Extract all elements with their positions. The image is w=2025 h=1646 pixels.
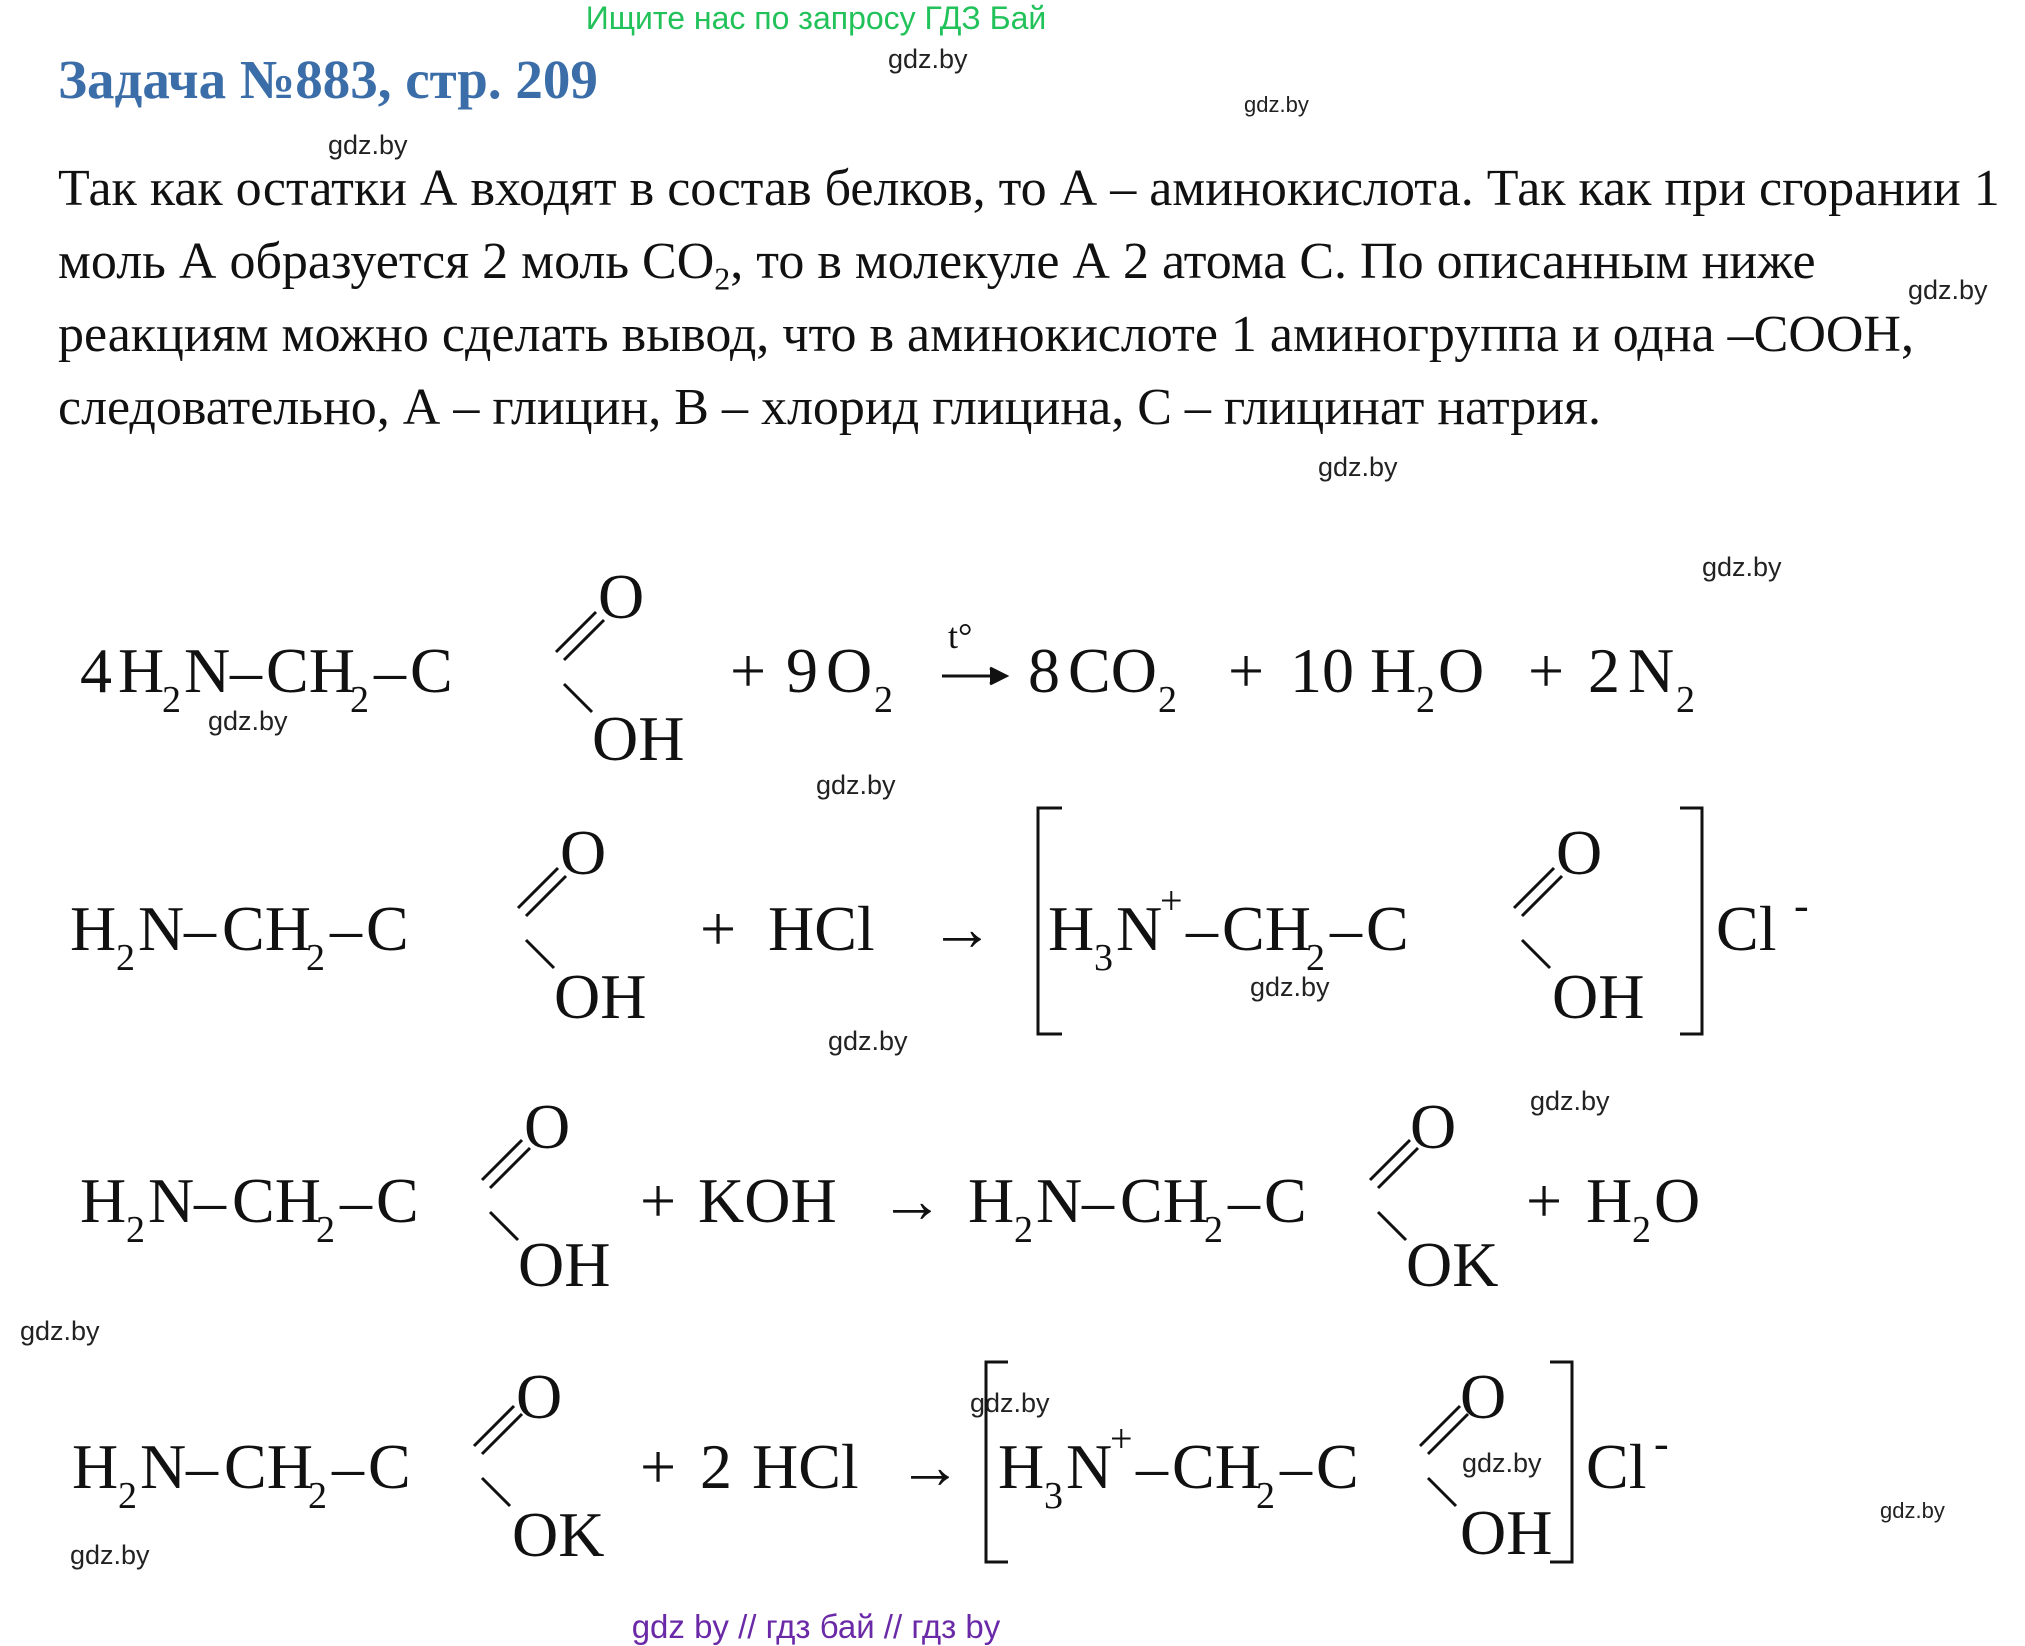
eq4-product-h-subscript: 3 xyxy=(1044,1475,1063,1517)
eq1-co2-coefficient: 8 xyxy=(1028,635,1060,706)
eq2-product-ch: CH xyxy=(1222,893,1311,964)
eq2-bond-1: – xyxy=(184,893,216,964)
eq4-product-ch: CH xyxy=(1172,1431,1261,1502)
search-banner: Ищите нас по запросу ГДЗ Бай xyxy=(585,0,1047,36)
watermark: gdz.by xyxy=(208,706,288,736)
eq2-product-bond-2: – xyxy=(1330,893,1362,964)
eq4-anion-charge: - xyxy=(1654,1419,1669,1468)
watermark: gdz.by xyxy=(1318,452,1398,482)
eq3-hydroxyl: OH xyxy=(518,1229,611,1300)
eq3-product-bond-1: – xyxy=(1082,1165,1114,1236)
eq2-product-h-subscript: 3 xyxy=(1094,937,1113,979)
eq4-carbon: C xyxy=(368,1431,411,1502)
eq3-water-h: H xyxy=(1586,1165,1633,1236)
eq3-product-ch-subscript: 2 xyxy=(1204,1209,1223,1251)
eq4-plus: + xyxy=(640,1431,677,1502)
eq4-reagent: HCl xyxy=(752,1431,859,1502)
eq1-n2-coefficient: 2 xyxy=(1588,635,1620,706)
eq3-water-o: O xyxy=(1654,1165,1701,1236)
eq1-plus-3: + xyxy=(1528,635,1565,706)
eq1-o2-coefficient: 9 xyxy=(786,635,818,706)
watermark: gdz.by xyxy=(888,44,968,74)
watermark: gdz.by xyxy=(970,1388,1050,1418)
eq2-reagent: HCl xyxy=(768,893,875,964)
eq3-product-bond-2: – xyxy=(1228,1165,1260,1236)
watermark: gdz.by xyxy=(1250,972,1330,1002)
eq3-water-subscript: 2 xyxy=(1632,1209,1651,1251)
eq2-product-charge: + xyxy=(1160,878,1183,923)
eq4-arrow: → xyxy=(898,1431,962,1502)
eq4-product-bond-2: – xyxy=(1280,1431,1312,1502)
eq3-product-carbon: C xyxy=(1264,1165,1307,1236)
watermark: gdz.by xyxy=(328,130,408,160)
eq1-coefficient: 4 xyxy=(80,635,112,706)
paragraph-part-2: , то в молекуле А 2 атома С. По описанным ниже реакциям можно сделать вывод, что в аминокислоте 1 аминогруппа и одна –COOH, следовательно, А – глицин, В – хлорид глицина, С – глицинат натрия. xyxy=(58,233,1914,436)
eq3-carbon: C xyxy=(376,1165,419,1236)
eq4-product-h: H xyxy=(998,1431,1045,1502)
eq2-product-h: H xyxy=(1048,893,1095,964)
eq4-ch: CH xyxy=(224,1431,313,1502)
eq3-product-ch: CH xyxy=(1120,1165,1209,1236)
eq1-n2-subscript: 2 xyxy=(1676,679,1695,721)
eq4-oxygen: O xyxy=(516,1361,563,1432)
eq3-bond-1: – xyxy=(194,1165,226,1236)
eq1-h2o-h: H xyxy=(1370,635,1417,706)
eq1-condition: t° xyxy=(948,616,973,656)
eq2-product-bond-1: – xyxy=(1186,893,1218,964)
eq2-product-n: N xyxy=(1116,893,1163,964)
eq3-ch: CH xyxy=(232,1165,321,1236)
eq4-h-subscript: 2 xyxy=(118,1475,137,1517)
page-title: Задача №883, стр. 209 xyxy=(58,49,598,110)
eq2-h: H xyxy=(70,893,117,964)
eq1-h: H xyxy=(118,635,165,706)
eq4-single-bond xyxy=(482,1478,510,1506)
eq1-plus-1: + xyxy=(730,635,767,706)
eq4-h: H xyxy=(72,1431,119,1502)
eq1-carbon: C xyxy=(410,635,453,706)
eq2-plus: + xyxy=(700,893,737,964)
eq2-ch-subscript: 2 xyxy=(306,937,325,979)
eq4-coefficient: 2 xyxy=(700,1431,732,1502)
eq3-arrow: → xyxy=(880,1165,944,1236)
watermark: gdz.by xyxy=(1244,92,1309,117)
eq2-product-ch-subscript: 2 xyxy=(1306,937,1325,979)
watermark: gdz.by xyxy=(1880,1498,1945,1523)
watermark: gdz.by xyxy=(20,1316,100,1346)
watermark: gdz.by xyxy=(70,1540,150,1570)
eq2-carbon: C xyxy=(366,893,409,964)
eq4-product-single-bond xyxy=(1428,1478,1456,1506)
eq2-anion: Cl xyxy=(1716,893,1777,964)
eq4-product-oxygen: O xyxy=(1460,1361,1507,1432)
eq3-plus-2: + xyxy=(1526,1165,1563,1236)
eq3-product-oxygen: O xyxy=(1410,1091,1457,1162)
eq4-product-n: N xyxy=(1066,1431,1113,1502)
paragraph-subscript: 2 xyxy=(714,260,731,297)
eq3-product-n: N xyxy=(1036,1165,1083,1236)
eq1-h2o-coefficient: 10 xyxy=(1290,635,1354,706)
eq3-product-ok: OK xyxy=(1406,1229,1499,1300)
eq1-h2o-subscript: 2 xyxy=(1416,679,1435,721)
eq2-product-oxygen: O xyxy=(1556,817,1603,888)
eq4-bond-2: – xyxy=(332,1431,364,1502)
eq1-bond-1: – xyxy=(230,635,262,706)
eq3-h: H xyxy=(80,1165,127,1236)
eq1-h-subscript: 2 xyxy=(162,679,181,721)
eq1-o2: O xyxy=(826,635,873,706)
eq1-n: N xyxy=(184,635,231,706)
eq2-ch: CH xyxy=(222,893,311,964)
eq3-oxygen: O xyxy=(524,1091,571,1162)
eq4-product-charge: + xyxy=(1110,1416,1133,1461)
eq1-oxygen: O xyxy=(598,561,645,632)
paragraph-part-1: Так как остатки А входят в состав белков, то А – аминокислота. Так как при сгорании 1 моль А образуется 2 моль CO xyxy=(58,160,2000,290)
eq4-ch-subscript: 2 xyxy=(308,1475,327,1517)
eq2-anion-charge: - xyxy=(1794,881,1809,930)
eq2-h-subscript: 2 xyxy=(116,937,135,979)
eq3-ch-subscript: 2 xyxy=(316,1209,335,1251)
eq1-co2: CO xyxy=(1068,635,1157,706)
eq1-n2: N xyxy=(1628,635,1675,706)
eq2-product-hydroxyl: OH xyxy=(1552,961,1645,1032)
eq1-hydroxyl: OH xyxy=(592,703,685,774)
eq2-product-carbon: C xyxy=(1366,893,1409,964)
eq4-bond-1: – xyxy=(186,1431,218,1502)
eq2-bond-2: – xyxy=(330,893,362,964)
eq3-bond-2: – xyxy=(340,1165,372,1236)
eq4-product-ch-subscript: 2 xyxy=(1256,1475,1275,1517)
eq4-product-bond-1: – xyxy=(1136,1431,1168,1502)
eq4-right-bracket xyxy=(1550,1362,1572,1562)
watermark: gdz.by xyxy=(816,770,896,800)
eq3-reagent: KOH xyxy=(698,1165,837,1236)
eq3-h-subscript: 2 xyxy=(126,1209,145,1251)
eq2-oxygen: O xyxy=(560,817,607,888)
eq1-ch-subscript: 2 xyxy=(350,679,369,721)
eq4-anion: Cl xyxy=(1586,1431,1647,1502)
footer-links: gdz by // гдз бай // гдз by xyxy=(631,1608,1001,1645)
watermark: gdz.by xyxy=(1702,552,1782,582)
watermark: gdz.by xyxy=(828,1026,908,1056)
eq3-plus: + xyxy=(640,1165,677,1236)
eq1-bond-2: – xyxy=(374,635,406,706)
watermark: gdz.by xyxy=(1462,1448,1542,1478)
eq1-co2-subscript: 2 xyxy=(1158,679,1177,721)
eq1-o2-subscript: 2 xyxy=(874,679,893,721)
eq1-ch: CH xyxy=(266,635,355,706)
watermark: gdz.by xyxy=(1908,275,1988,305)
eq2-arrow: → xyxy=(930,893,994,964)
eq4-product-hydroxyl: OH xyxy=(1460,1497,1553,1568)
eq3-product-h: H xyxy=(968,1165,1015,1236)
eq4-ok: OK xyxy=(512,1499,605,1570)
eq4-n: N xyxy=(140,1431,187,1502)
eq2-n: N xyxy=(138,893,185,964)
eq1-h2o-o: O xyxy=(1438,635,1485,706)
eq3-product-h-subscript: 2 xyxy=(1014,1209,1033,1251)
eq1-plus-2: + xyxy=(1228,635,1265,706)
eq3-n: N xyxy=(148,1165,195,1236)
eq4-product-carbon: C xyxy=(1316,1431,1359,1502)
watermark: gdz.by xyxy=(1530,1086,1610,1116)
eq2-hydroxyl: OH xyxy=(554,961,647,1032)
